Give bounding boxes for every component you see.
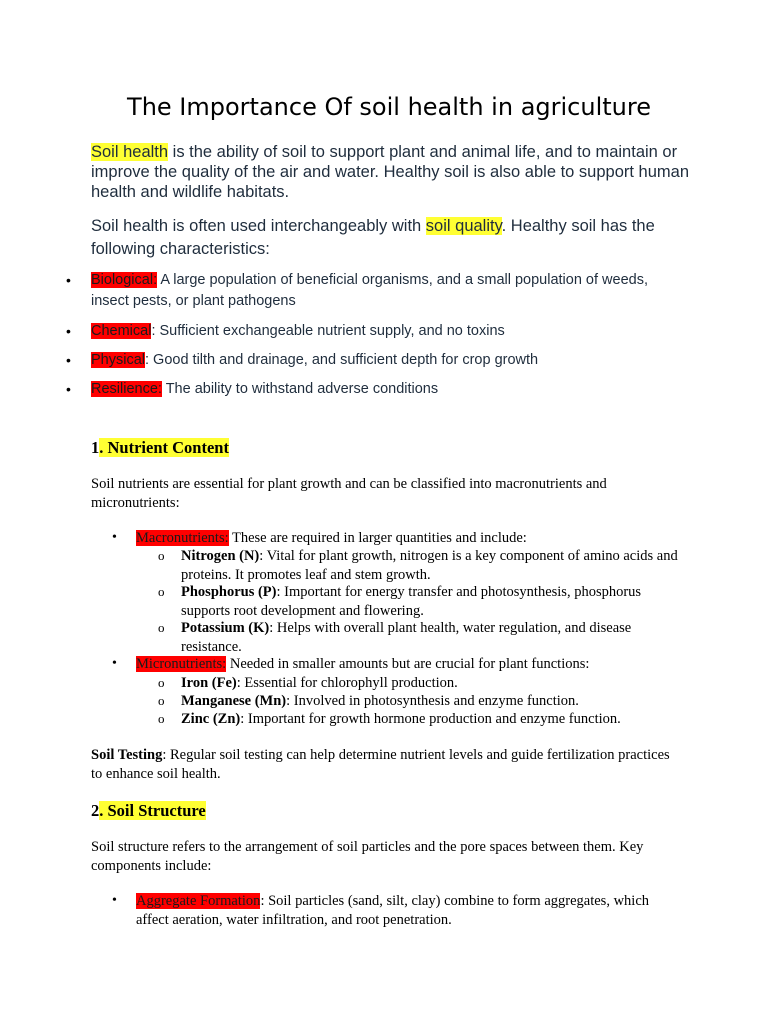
section-1-number: 1 <box>91 438 100 457</box>
characteristic-text: A large population of beneficial organisms, and a small population of weeds, insect pests, or plant pathogens <box>91 272 648 309</box>
list-item <box>112 892 681 929</box>
section-1-heading <box>91 438 229 458</box>
bullet-icon: • <box>66 323 71 339</box>
section-2-number: 2 <box>91 801 100 820</box>
nutrient-name: Phosphorus (P) <box>181 584 277 600</box>
macronutrients-term: Macronutrients: <box>136 530 229 546</box>
bullet-icon: • <box>112 530 117 545</box>
list-item <box>66 379 651 400</box>
nutrient-text: : Vital for plant growth, nitrogen is a key component of amino acids and proteins. It promotes leaf and stem growth. <box>181 548 678 583</box>
nutrient-name: Iron (Fe) <box>181 675 237 691</box>
list-item <box>66 270 651 312</box>
soil-quality-term: soil quality <box>425 217 502 235</box>
list-item <box>158 583 681 620</box>
list-item <box>158 674 681 693</box>
nutrient-text: : Important for energy transfer and photosynthesis, phosphorus supports root development and flowering. <box>181 584 642 619</box>
section-2-title: . Soil Structure <box>99 801 206 820</box>
list-item <box>158 710 681 729</box>
section-1-intro: Soil nutrients are essential for plant growth and can be classified into macronutrients and micronutrients: <box>91 476 607 511</box>
macronutrients-text: These are required in larger quantities and include: <box>228 530 527 546</box>
characteristic-text: The ability to withstand adverse conditions <box>161 381 439 397</box>
circle-bullet-icon: o <box>158 620 165 635</box>
nutrient-text: : Involved in photosynthesis and enzyme function. <box>286 693 579 709</box>
aggregate-formation-term: Aggregate Formation <box>136 893 261 909</box>
nutrient-text: : Important for growth hormone production and enzyme function. <box>240 711 621 727</box>
bullet-icon: • <box>112 893 117 908</box>
micronutrients-text: Needed in smaller amounts but are crucial for plant functions: <box>226 656 590 672</box>
section-2-intro: Soil structure refers to the arrangement of soil particles and the pore spaces between them. Key components include: <box>91 839 644 874</box>
bullet-icon: • <box>66 272 71 288</box>
soil-testing-text: : Regular soil testing can help determine nutrient levels and guide fertilization practices to enhance soil health. <box>91 747 670 782</box>
characteristic-term: Physical <box>91 352 145 368</box>
intro-paragraph-1-text: is the ability of soil to support plant and animal life, and to maintain or improve the quality of the air and water. Healthy soil is also able to support human health and wildlife habitats. <box>91 143 689 201</box>
characteristic-term: Resilience: <box>91 381 162 397</box>
list-item <box>158 619 681 656</box>
section-1-title: . Nutrient Content <box>99 438 229 457</box>
characteristic-text: : Good tilth and drainage, and sufficient depth for crop growth <box>145 352 539 368</box>
list-item <box>112 529 681 548</box>
nutrient-name: Nitrogen (N) <box>181 548 260 564</box>
circle-bullet-icon: o <box>158 711 165 726</box>
intro-paragraph-2-after: . Healthy soil has the following characteristics: <box>91 217 655 258</box>
list-item <box>158 692 681 711</box>
characteristic-term: Biological: <box>91 272 158 288</box>
soil-testing-paragraph <box>91 746 681 783</box>
characteristic-text: : Sufficient exchangeable nutrient supply, and no toxins <box>151 323 505 339</box>
nutrient-text: : Essential for chlorophyll production. <box>236 675 458 691</box>
nutrient-text: : Helps with overall plant health, water regulation, and disease resistance. <box>181 620 632 655</box>
list-item <box>112 655 681 674</box>
aggregate-formation-text: : Soil particles (sand, silt, clay) combine to form aggregates, which affect aeration, water infiltration, and root penetration. <box>136 893 650 928</box>
intro-paragraph-2 <box>91 215 691 261</box>
bullet-icon: • <box>66 381 71 397</box>
intro-paragraph-2-before: Soil health is often used interchangeably with <box>91 217 426 235</box>
characteristic-term: Chemical <box>91 323 152 339</box>
bullet-icon: • <box>66 352 71 368</box>
circle-bullet-icon: o <box>158 675 165 690</box>
circle-bullet-icon: o <box>158 693 165 708</box>
nutrient-name: Manganese (Mn) <box>181 693 287 709</box>
nutrient-name: Potassium (K) <box>181 620 270 636</box>
list-item <box>66 321 651 342</box>
bullet-icon: • <box>112 656 117 671</box>
nutrient-name: Zinc (Zn) <box>181 711 241 727</box>
soil-testing-term: Soil Testing <box>91 747 163 763</box>
section-2-heading <box>91 801 206 821</box>
list-item <box>158 547 681 584</box>
page-title: The Importance Of soil health in agriculture <box>127 93 651 121</box>
circle-bullet-icon: o <box>158 584 165 599</box>
intro-paragraph-1 <box>91 142 691 202</box>
soil-health-term: Soil health <box>91 143 169 161</box>
list-item <box>66 350 651 371</box>
circle-bullet-icon: o <box>158 548 165 563</box>
micronutrients-term: Micronutrients: <box>136 656 227 672</box>
